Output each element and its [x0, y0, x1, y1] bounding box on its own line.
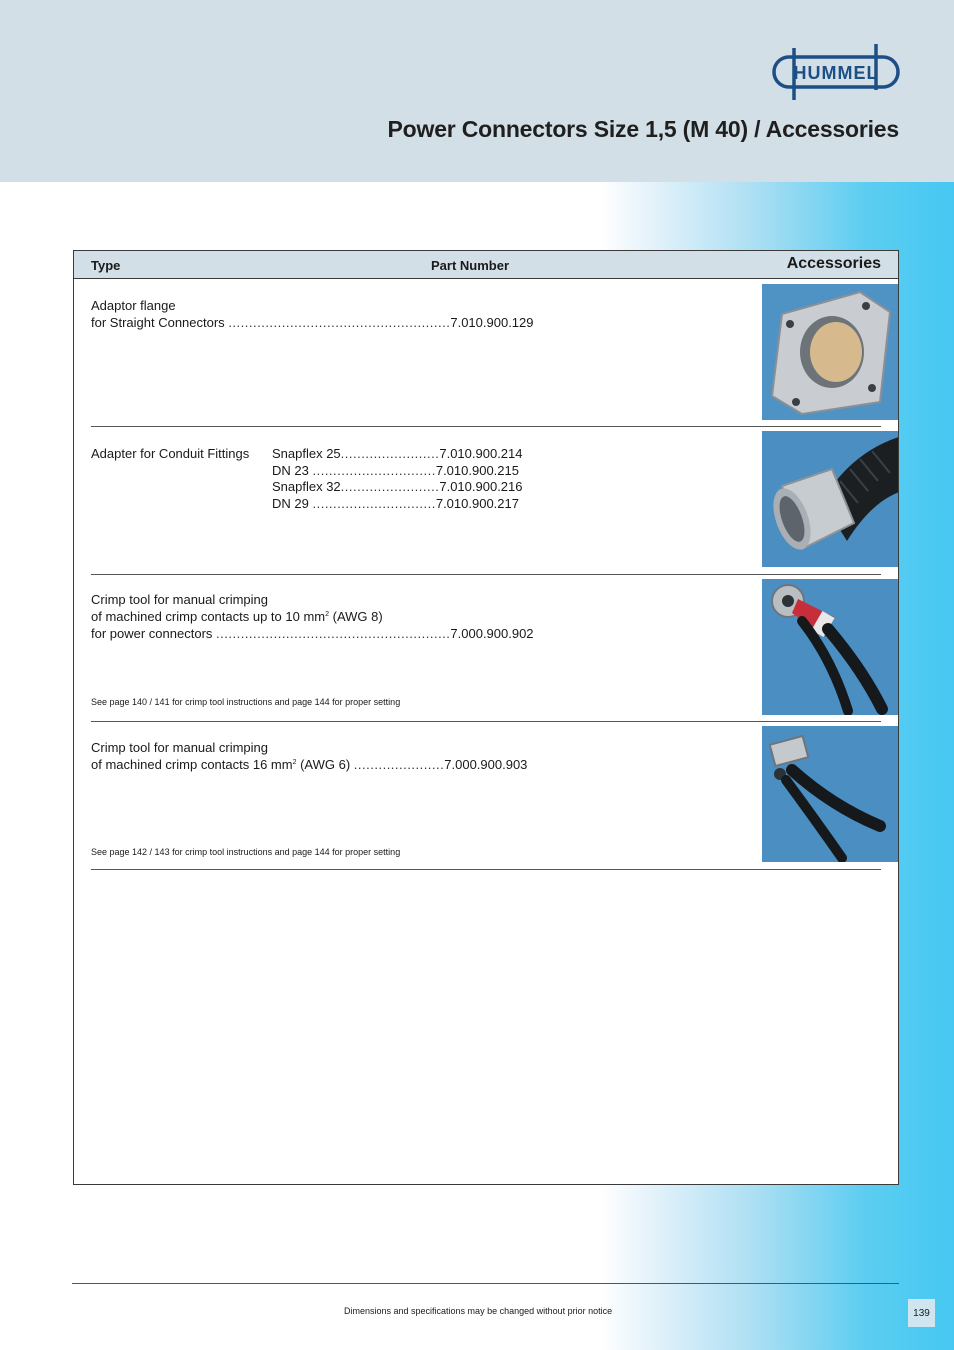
item-type: Adaptor flange	[91, 298, 176, 313]
table-row	[91, 284, 881, 427]
crimp-tool-red-photo	[762, 579, 898, 715]
accessories-table	[73, 250, 899, 1185]
crimp-tool-note: See page 140 / 141 for crimp tool instructions and page 144 for proper setting	[91, 697, 401, 707]
adaptor-flange-photo	[762, 284, 898, 420]
part-number: 7.010.900.129	[450, 315, 534, 330]
footer-notice: Dimensions and specifications may be changed without prior notice	[344, 1306, 613, 1316]
logo-text: HUMMEL	[793, 63, 879, 83]
part-number: 7.000.900.902	[450, 626, 534, 641]
variant-line: Snapflex 25........................7.010.900.214	[272, 446, 523, 461]
hummel-logo	[770, 42, 902, 104]
item-type-detail: for Straight Connectors ......................................................7.010.900.129	[91, 315, 534, 330]
page-number: 139	[908, 1299, 935, 1327]
crimp-tool-black-photo	[762, 726, 898, 862]
part-number: 7.010.900.214	[439, 446, 523, 461]
table-row	[91, 726, 881, 870]
footer-rule	[72, 1283, 899, 1284]
variant-line: DN 23 ..............................7.010.900.215	[272, 463, 519, 478]
variant-line: DN 29 ..............................7.010.900.217	[272, 496, 519, 511]
item-type: Crimp tool for manual crimping	[91, 740, 269, 755]
variant-line: Snapflex 32........................7.010.900.216	[272, 479, 523, 494]
item-type-detail: of machined crimp contacts up to 10 $mm^2$ (AWG 8)	[91, 609, 383, 624]
part-number: 7.010.900.217	[435, 496, 519, 511]
table-row	[91, 579, 881, 722]
part-number: 7.010.900.216	[439, 479, 523, 494]
item-type-detail: for power connectors .........................................................7.000.900.902	[91, 626, 534, 641]
part-number: 7.010.900.215	[435, 463, 519, 478]
item-type-detail: of machined crimp contacts 16 $mm^2$ (AWG 6) ......................7.000.900.903	[91, 757, 528, 772]
item-type: Crimp tool for manual crimping	[91, 592, 269, 607]
table-header	[74, 251, 898, 279]
column-type: Type	[91, 258, 121, 273]
part-number: 7.000.900.903	[444, 757, 528, 772]
table-row	[91, 431, 881, 575]
column-part-number: Part Number	[431, 258, 510, 273]
page-title: Power Connectors Size 1,5 (M 40) / Accessories	[387, 116, 899, 142]
column-accessories: Accessories	[786, 255, 881, 272]
conduit-adapter-photo	[762, 431, 898, 567]
crimp-tool-note: See page 142 / 143 for crimp tool instructions and page 144 for proper setting	[91, 847, 401, 857]
item-type: Adapter for Conduit Fittings	[91, 446, 250, 461]
